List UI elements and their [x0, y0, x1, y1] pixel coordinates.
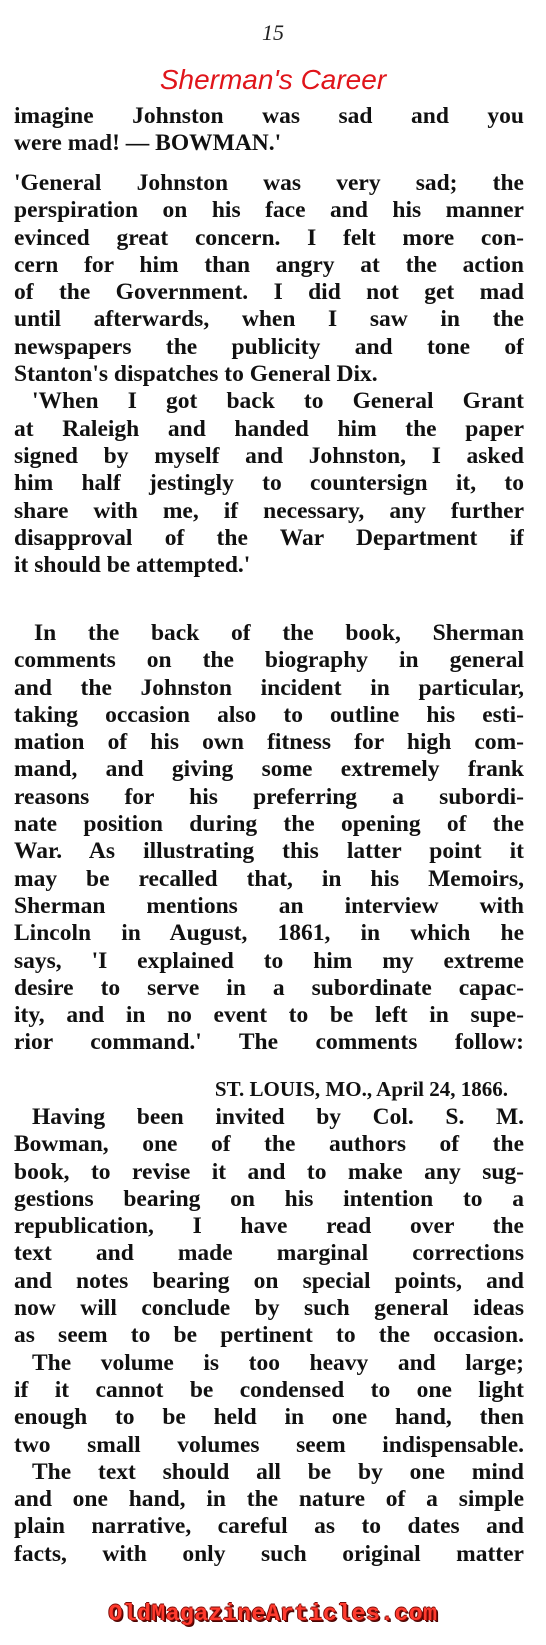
dateline-block	[14, 1076, 524, 1103]
text-line: signed by myself and Johnston, I asked	[14, 442, 524, 469]
text-line: may be recalled that, in his Memoirs,	[14, 865, 524, 892]
text-line: him half jestingly to countersign it, to	[14, 470, 524, 497]
text-line: and the Johnston incident in particular,	[14, 674, 524, 701]
text-block-narrative	[14, 620, 524, 1057]
text-line: disapproval of the War Department if	[14, 524, 524, 551]
text-line: desire to serve in a subordinate capac-	[14, 974, 524, 1001]
text-line: perspiration on his face and his manner	[14, 197, 524, 224]
text-line: cern for him than angry at the action	[14, 251, 524, 278]
text-line: reasons for his preferring a subordi-	[14, 783, 524, 810]
text-line: mation of his own fitness for high com-	[14, 729, 524, 756]
text-line: of the Government. I did not get mad	[14, 279, 524, 306]
text-line: text and made marginal corrections	[14, 1240, 524, 1267]
text-line: Sherman mentions an interview with	[14, 892, 524, 919]
text-line: and one hand, in the nature of a simple	[14, 1486, 524, 1513]
text-line: gestions bearing on his intention to a	[14, 1185, 524, 1212]
dateline: ST. LOUIS, MO., April 24, 1866.	[214, 1077, 508, 1101]
text-line: rior command.' The comments follow:	[14, 1029, 524, 1056]
text-line: 'When I got back to General Grant	[32, 388, 524, 415]
text-line: facts, with only such original matter	[14, 1540, 524, 1567]
text-line: says, 'I explained to him my extreme	[14, 947, 524, 974]
text-line: as seem to be pertinent to the occasion.	[14, 1322, 524, 1349]
page-number: 15	[262, 20, 284, 45]
text-line: book, to revise it and to make any sug-	[14, 1158, 524, 1185]
text-line: enough to be held in one hand, then	[14, 1404, 524, 1431]
text-line: if it cannot be condensed to one light	[14, 1376, 524, 1403]
text-line: republication, I have read over the	[14, 1213, 524, 1240]
text-line: Having been invited by Col. S. M.	[32, 1104, 524, 1130]
text-line: In the back of the book, Sherman	[34, 620, 524, 646]
text-line: Stanton's dispatches to General Dix.	[14, 361, 378, 388]
text-line: Bowman, one of the authors of the	[14, 1131, 524, 1158]
text-line: until afterwards, when I saw in the	[14, 306, 524, 333]
text-line: ity, and in no event to be left in supe-	[14, 1002, 524, 1029]
text-line: comments on the biography in general	[14, 647, 524, 674]
text-line: The text should all be by one mind	[32, 1458, 524, 1485]
text-block-comments	[14, 1104, 524, 1568]
text-line: taking occasion also to outline his esti-	[14, 701, 524, 728]
text-line: imagine Johnston was sad and you	[14, 103, 524, 129]
text-line: nate position during the opening of the	[14, 811, 524, 838]
text-line: two small volumes seem indispensable.	[14, 1431, 524, 1458]
text-line: at Raleigh and handed him the paper	[14, 415, 524, 442]
text-block-quote	[14, 170, 524, 579]
text-line: War. As illustrating this latter point it	[14, 838, 524, 865]
text-line: newspapers the publicity and tone of	[14, 333, 524, 360]
text-line: The volume is too heavy and large;	[32, 1349, 524, 1376]
text-block-intro	[14, 103, 524, 158]
text-line: were mad! — BOWMAN.'	[14, 130, 282, 157]
page-title: Sherman's Career	[159, 64, 387, 95]
text-line: now will conclude by such general ideas	[14, 1295, 524, 1322]
text-line: share with me, if necessary, any further	[14, 497, 524, 524]
text-line: and notes bearing on special points, and	[14, 1267, 524, 1294]
text-line: 'General Johnston was very sad; the	[14, 170, 524, 196]
text-line: mand, and giving some extremely frank	[14, 756, 524, 783]
text-line: it should be attempted.'	[14, 552, 251, 579]
site-watermark-link[interactable]: OldMagazineArticles.com	[108, 1601, 438, 1627]
text-line: evinced great concern. I felt more con-	[14, 224, 524, 251]
text-line: plain narrative, careful as to dates and	[14, 1513, 524, 1540]
text-line: Lincoln in August, 1861, in which he	[14, 920, 524, 947]
